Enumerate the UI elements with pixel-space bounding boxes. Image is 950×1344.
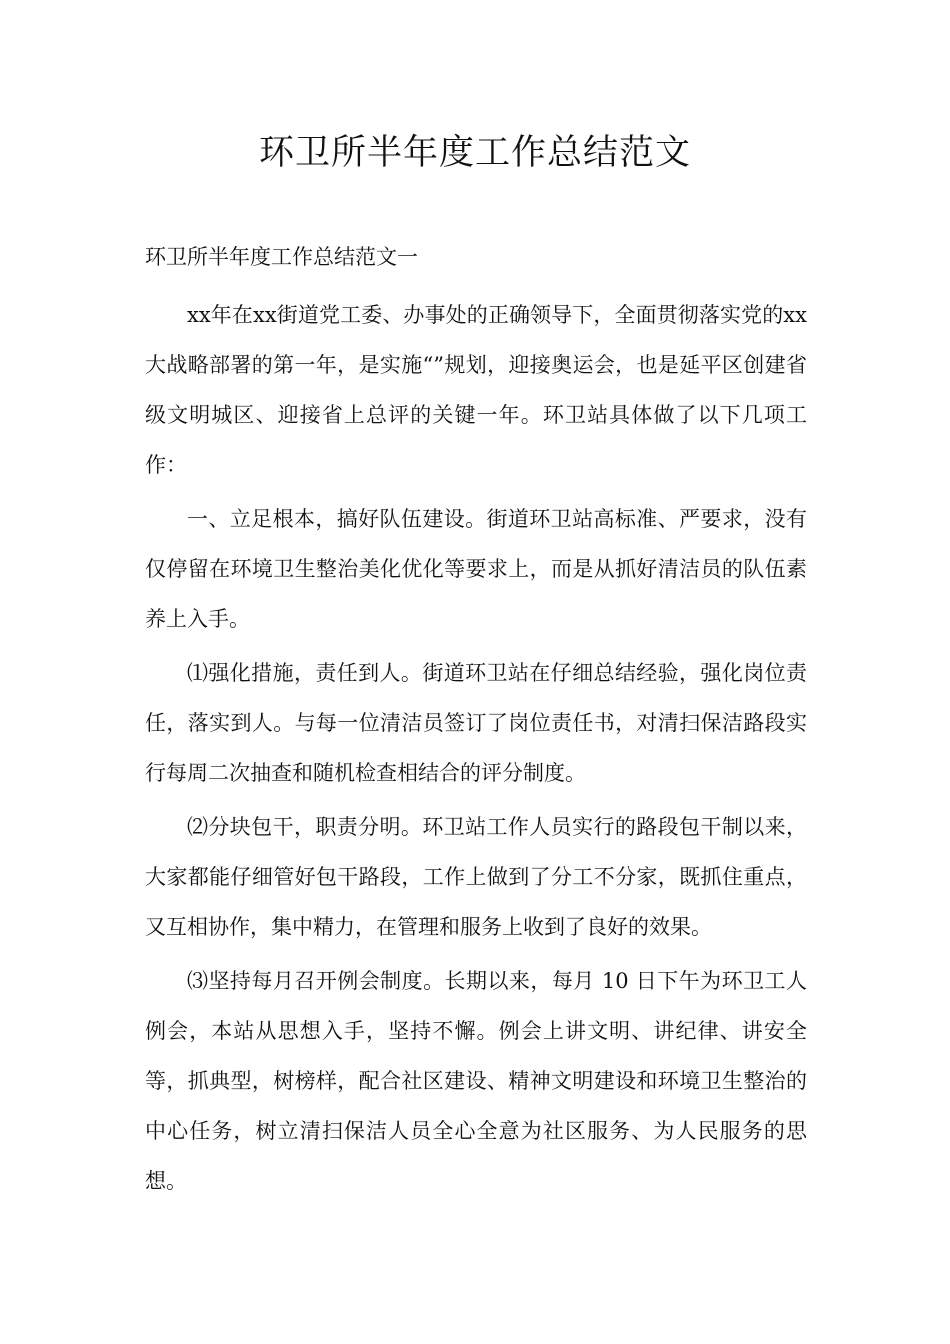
paragraph-section-1: 一、立足根本，搞好队伍建设。街道环卫站高标准、严要求，没有仅停留在环境卫生整治美化优化等要求上，而是从抓好清洁员的队伍素养上入手。: [145, 507, 807, 631]
document-title: 环卫所半年度工作总结范文: [258, 133, 691, 173]
document-body: [145, 232, 807, 1210]
paragraph-intro: xx年在xx街道党工委、办事处的正确领导下，全面贯彻落实党的xx大战略部署的第一年，是实施“”规划，迎接奥运会，也是延平区创建省级文明城区、迎接省上总评的关键一年。环卫站具体做了以下几项工作：: [145, 303, 807, 477]
paragraph-item-1: ⑴强化措施，责任到人。街道环卫站在仔细总结经验，强化岗位责任，落实到人。与每一位清洁员签订了岗位责任书，对清扫保洁路段实行每周二次抽查和随机检查相结合的评分制度。: [145, 661, 807, 785]
document-subtitle: 环卫所半年度工作总结范文一: [145, 245, 418, 269]
paragraph-item-3: ⑶坚持每月召开例会制度。长期以来，每月 10 日下午为环卫工人例会，本站从思想入手，坚持不懈。例会上讲文明、讲纪律、讲安全等，抓典型，树榜样，配合社区建设、精神文明建设和环境卫生整治的中心任务，树立清扫保洁人员全心全意为社区服务、为人民服务的思想。: [145, 969, 807, 1193]
paragraph-item-2: ⑵分块包干，职责分明。环卫站工作人员实行的路段包干制以来，大家都能仔细管好包干路段，工作上做到了分工不分家，既抓住重点，又互相协作，集中精力，在管理和服务上收到了良好的效果。: [145, 815, 807, 939]
